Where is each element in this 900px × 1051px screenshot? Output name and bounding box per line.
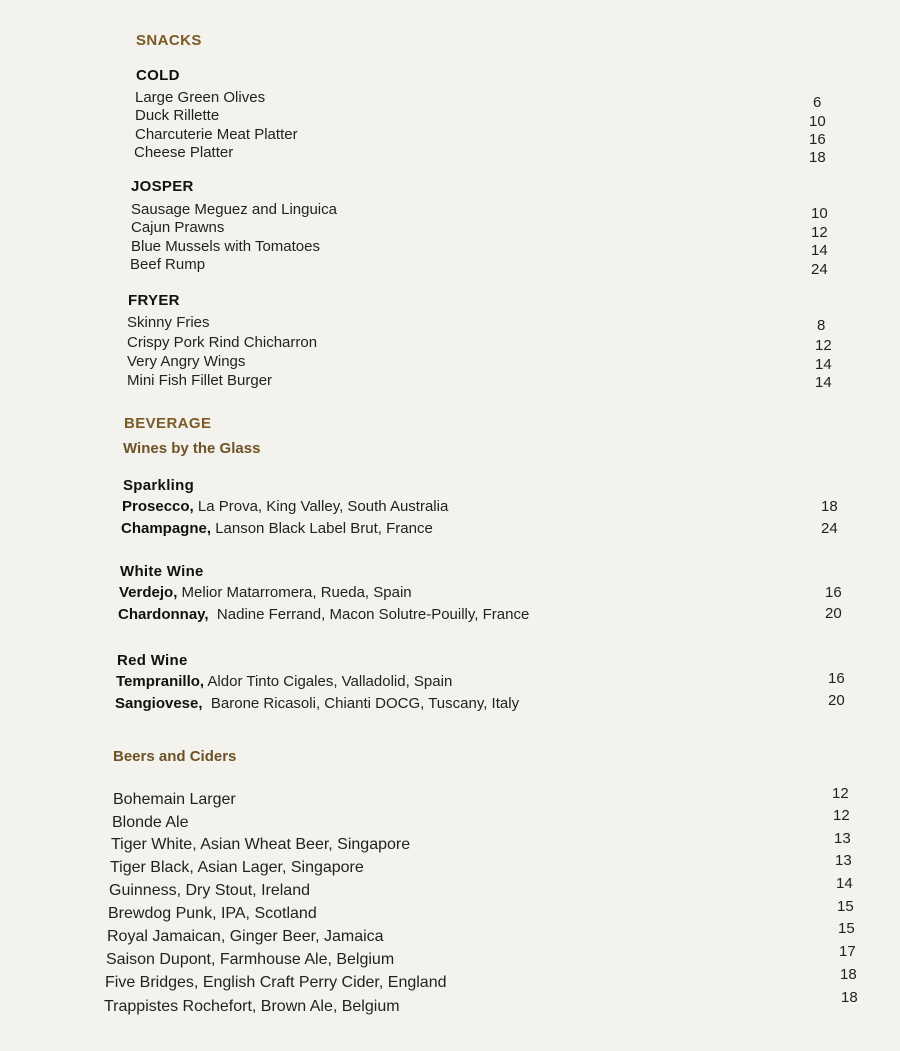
menu-price: 14	[811, 242, 828, 259]
beer-item: Bohemain Larger	[113, 791, 236, 808]
beer-price: 14	[836, 875, 853, 892]
wine-price: 18	[821, 498, 838, 515]
wine-item	[119, 584, 412, 602]
wine-item	[122, 498, 448, 516]
menu-price: 18	[809, 149, 826, 166]
menu-price: 12	[811, 224, 828, 241]
menu-item: Large Green Olives	[135, 89, 266, 106]
beer-price: 12	[832, 785, 849, 802]
menu-item: Duck Rillette	[135, 107, 220, 124]
menu-item: Beef Rump	[130, 256, 206, 273]
menu-item: Mini Fish Fillet Burger	[127, 372, 273, 389]
menu-price: 14	[815, 374, 832, 391]
sparkling-title: Sparkling	[123, 477, 195, 494]
wine-item	[115, 695, 519, 713]
wine-item	[116, 673, 452, 691]
beer-price: 12	[833, 807, 850, 824]
menu-item: Crispy Pork Rind Chicharron	[127, 334, 318, 351]
menu-item: Very Angry Wings	[127, 353, 246, 370]
beer-price: 18	[840, 966, 857, 983]
wine-grape: Tempranillo,	[116, 673, 205, 690]
wine-price: 20	[828, 692, 845, 709]
menu-price: 24	[811, 261, 828, 278]
beer-item: Five Bridges, English Craft Perry Cider, England	[105, 974, 447, 991]
wine-detail: Nadine Ferrand, Macon Solutre-Pouilly, France	[216, 606, 530, 623]
beer-item: Trappistes Rochefort, Brown Ale, Belgium	[104, 998, 400, 1015]
wine-detail: Aldor Tinto Cigales, Valladolid, Spain	[207, 673, 453, 690]
menu-price: 8	[817, 317, 826, 334]
menu-price: 14	[815, 356, 832, 373]
cold-title: COLD	[136, 67, 180, 84]
beer-price: 15	[837, 898, 854, 915]
wine-grape: Prosecco,	[122, 498, 194, 515]
snacks-heading: SNACKS	[136, 32, 202, 49]
menu-item: Sausage Meguez and Linguica	[131, 201, 337, 218]
menu-item: Cheese Platter	[134, 144, 234, 161]
menu-price: 12	[815, 337, 832, 354]
wine-price: 24	[821, 520, 838, 537]
beer-item: Tiger Black, Asian Lager, Singapore	[110, 859, 364, 876]
red-wine-title: Red Wine	[117, 652, 188, 669]
beer-item: Tiger White, Asian Wheat Beer, Singapore	[111, 836, 411, 853]
fryer-title: FRYER	[128, 292, 180, 309]
beer-item: Blonde Ale	[112, 814, 189, 831]
menu-price: 16	[809, 131, 826, 148]
menu-price: 10	[811, 205, 828, 222]
beverage-heading: BEVERAGE	[124, 415, 212, 432]
menu-item: Charcuterie Meat Platter	[135, 126, 298, 143]
wine-detail: La Prova, King Valley, South Australia	[197, 498, 449, 515]
wine-detail: Barone Ricasoli, Chianti DOCG, Tuscany, Italy	[210, 695, 520, 712]
wine-price: 16	[825, 584, 842, 601]
beer-item: Brewdog Punk, IPA, Scotland	[108, 905, 317, 922]
menu-item: Skinny Fries	[127, 314, 210, 331]
beer-item: Royal Jamaican, Ginger Beer, Jamaica	[107, 928, 384, 945]
wine-grape: Chardonnay,	[118, 606, 209, 623]
wine-grape: Champagne,	[121, 520, 212, 537]
josper-title: JOSPER	[131, 178, 194, 195]
beer-price: 15	[838, 920, 855, 937]
menu-item: Cajun Prawns	[131, 219, 225, 236]
white-wine-title: White Wine	[120, 563, 204, 580]
beer-item: Saison Dupont, Farmhouse Ale, Belgium	[106, 951, 395, 968]
menu-item: Blue Mussels with Tomatoes	[131, 238, 320, 255]
wine-price: 20	[825, 605, 842, 622]
wines-heading: Wines by the Glass	[123, 440, 261, 457]
beer-price: 17	[839, 943, 856, 960]
wine-detail: Melior Matarromera, Rueda, Spain	[181, 584, 412, 601]
beer-price: 13	[834, 830, 851, 847]
wine-item	[121, 520, 433, 538]
wine-item	[118, 606, 529, 624]
beer-item: Guinness, Dry Stout, Ireland	[109, 882, 310, 899]
wine-price: 16	[828, 670, 845, 687]
wine-grape: Verdejo,	[119, 584, 178, 601]
beers-heading: Beers and Ciders	[113, 748, 237, 765]
menu-price: 6	[813, 94, 822, 111]
wine-detail: Lanson Black Label Brut, France	[215, 520, 433, 537]
beer-price: 13	[835, 852, 852, 869]
wine-grape: Sangiovese,	[115, 695, 203, 712]
beer-price: 18	[841, 989, 858, 1006]
menu-price: 10	[809, 113, 826, 130]
